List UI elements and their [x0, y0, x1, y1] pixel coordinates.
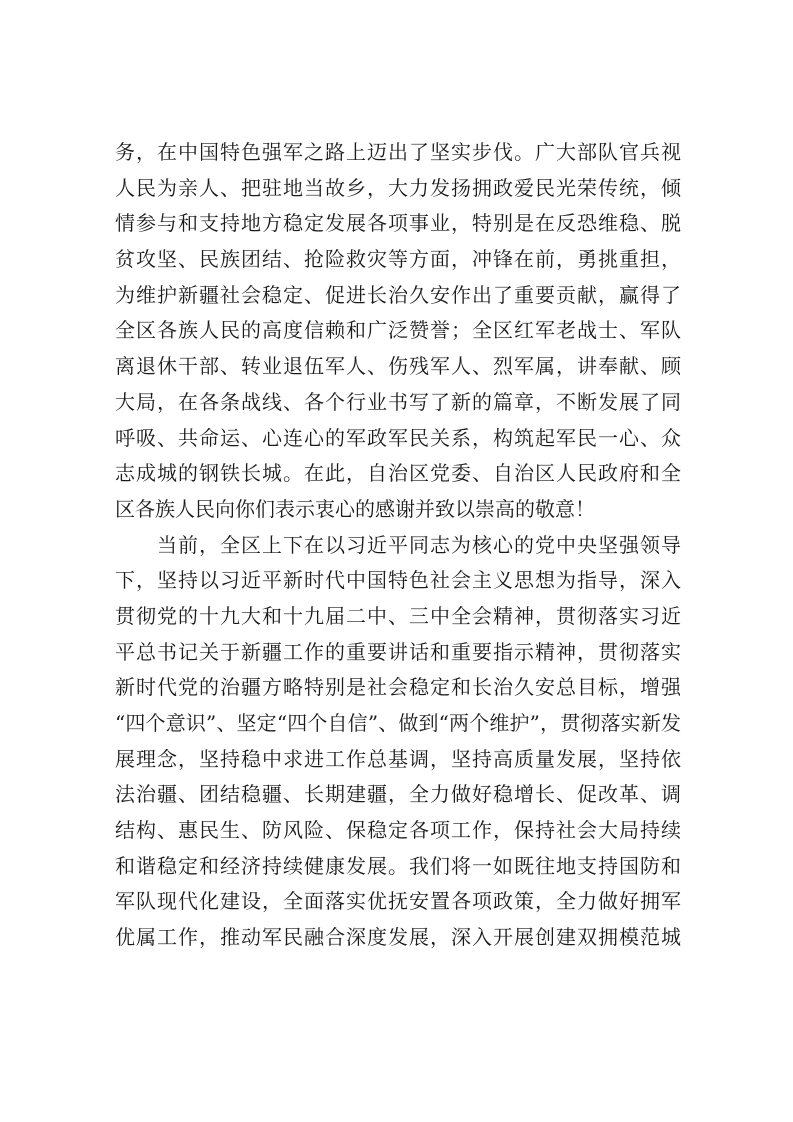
text-line: 情参与和支持地方稳定发展各项事业，特别是在反恐维稳、脱 — [115, 211, 681, 236]
text-line: 优属工作，推动军民融合深度发展，深入开展创建双拥模范城 — [115, 925, 681, 950]
text-line: 下，坚持以习近平新时代中国特色社会主义思想为指导，深入 — [115, 568, 681, 593]
text-line: 务，在中国特色强军之路上迈出了坚实步伐。广大部队官兵视 — [115, 140, 681, 164]
text-line: 结构、惠民生、防风险、保稳定各项工作，保持社会大局持续 — [115, 818, 681, 843]
text-line: 离退休干部、转业退伍军人、伤残军人、烈军属，讲奉献、顾 — [115, 354, 681, 379]
text-line: 为维护新疆社会稳定、促进长治久安作出了重要贡献，赢得了 — [115, 282, 681, 307]
document-body — [115, 135, 681, 956]
text-line: 平总书记关于新疆工作的重要讲话和重要指示精神，贯彻落实 — [115, 639, 681, 664]
text-line: 大局，在各条战线、各个行业书写了新的篇章，不断发展了同 — [115, 389, 681, 414]
text-line: 军队现代化建设，全面落实优抚安置各项政策，全力做好拥军 — [115, 889, 681, 914]
text-line: 和谐稳定和经济持续健康发展。我们将一如既往地支持国防和 — [115, 853, 681, 878]
text-line: 人民为亲人、把驻地当故乡，大力发扬拥政爱民光荣传统，倾 — [115, 175, 681, 200]
text-line: “四个意识”、坚定“四个自信”、做到“两个维护”，贯彻落实新发 — [115, 711, 681, 735]
text-line: 区各族人民向你们表示衷心的感谢并致以崇高的敬意！ — [115, 496, 595, 521]
text-line: 贯彻党的十九大和十九届二中、三中全会精神，贯彻落实习近 — [115, 603, 681, 628]
text-line: 新时代党的治疆方略特别是社会稳定和长治久安总目标，增强 — [115, 675, 681, 700]
text-line: 全区各族人民的高度信赖和广泛赞誉；全区红军老战士、军队 — [115, 318, 681, 343]
text-line: 法治疆、团结稳疆、长期建疆，全力做好稳增长、促改革、调 — [115, 782, 681, 807]
text-line: 展理念，坚持稳中求进工作总基调，坚持高质量发展，坚持依 — [115, 746, 681, 771]
text-line: 当前，全区上下在以习近平同志为核心的党中央坚强领导 — [115, 532, 681, 557]
text-line: 呼吸、共命运、心连心的军政军民关系，构筑起军民一心、众 — [115, 425, 681, 450]
text-line: 志成城的钢铁长城。在此，自治区党委、自治区人民政府和全 — [115, 461, 681, 486]
text-line: 贫攻坚、民族团结、抢险救灾等方面，冲锋在前，勇挑重担， — [115, 247, 681, 272]
